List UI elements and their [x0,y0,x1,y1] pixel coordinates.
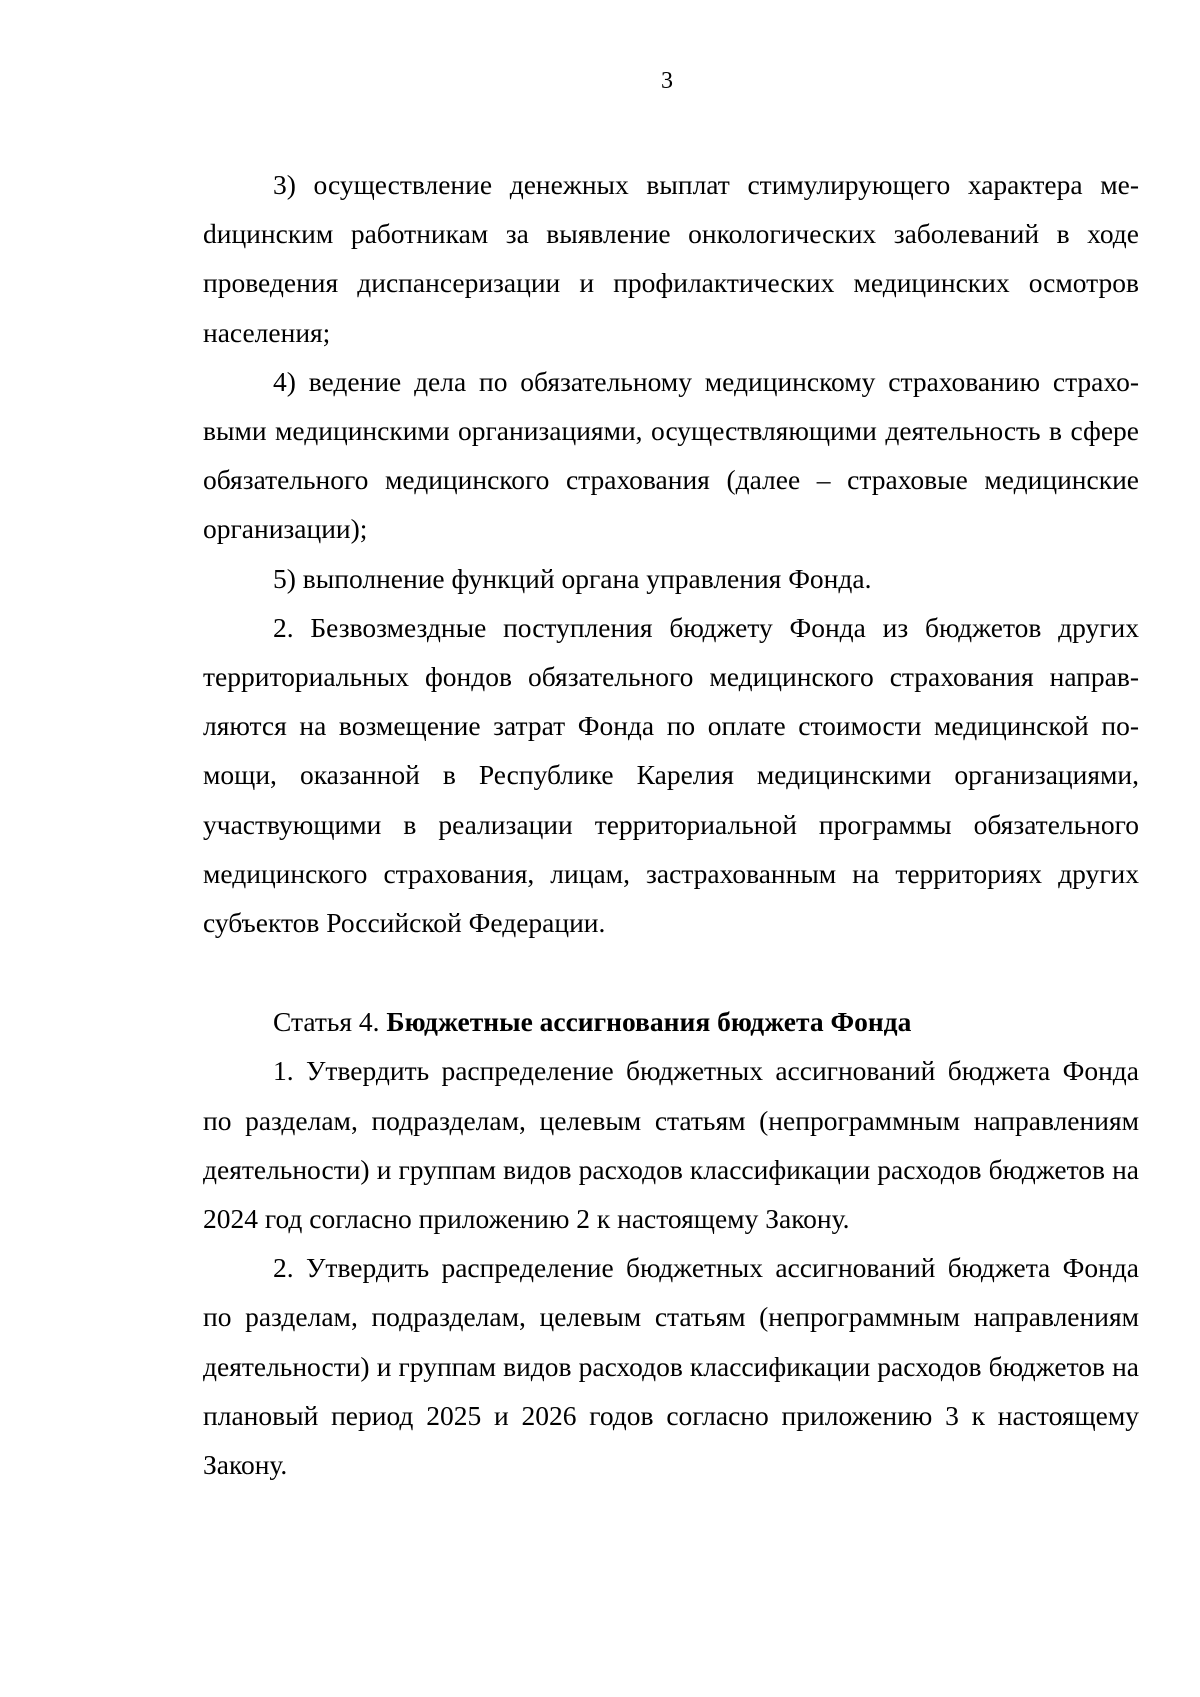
article-title: Бюджетные ассигнования бюджета Фонда [386,1006,912,1038]
article-heading [203,997,1139,1046]
paragraph-item-3: 3) осуществление денежных выплат стимулирующего характера меdицинским работникам за выявление онкологических заболеваний в ходе проведения диспансеризации и профилактических медицинских осмотров населения; [203,169,1139,348]
paragraph-item-4: 4) ведение дела по обязательному медицинскому страхованию страховыми медицинскими организациями, осуществляющими деятельность в сфере обязательного медицинского страхования (далее – страховые медицинские организации); [203,365,1139,545]
paragraph-article4-1: 1. Утвердить распределение бюджетных ассигнований бюджета Фонда по разделам, подразделам, целевым статьям (непрограммным направлениям деятельности) и группам видов расходов классификации расходов бюджетов на 2024 год согласно приложению 2 к настоящему Закону. [203,1055,1139,1235]
page-number: 3 [661,68,673,94]
article-number: Статья 4. [273,1006,380,1038]
paragraph-article4-2: 2. Утвердить распределение бюджетных ассигнований бюджета Фонда по разделам, подразделам, целевым статьям (непрограммным направлениям деятельности) и группам видов расходов классификации расходов бюджетов на плановый период 2025 и 2026 годов согласно приложению 3 к настоящему Закону. [203,1252,1139,1481]
paragraph-item-5: 5) выполнение функций органа управления Фонда. [273,562,872,594]
paragraph-section-2: 2. Безвозмездные поступления бюджету Фонда из бюджетов других территориальных фондов обязательного медицинского страхования направляются на возмещение затрат Фонда по оплате стоимости медицинской помощи, оказанной в Республике Карелия медицинскими организациями, участвующими в реализации территориальной программы обязательного медицинского страхования, лицам, застрахованным на территориях других субъектов Российской Федерации. [203,611,1139,939]
document-body [203,160,1139,1489]
